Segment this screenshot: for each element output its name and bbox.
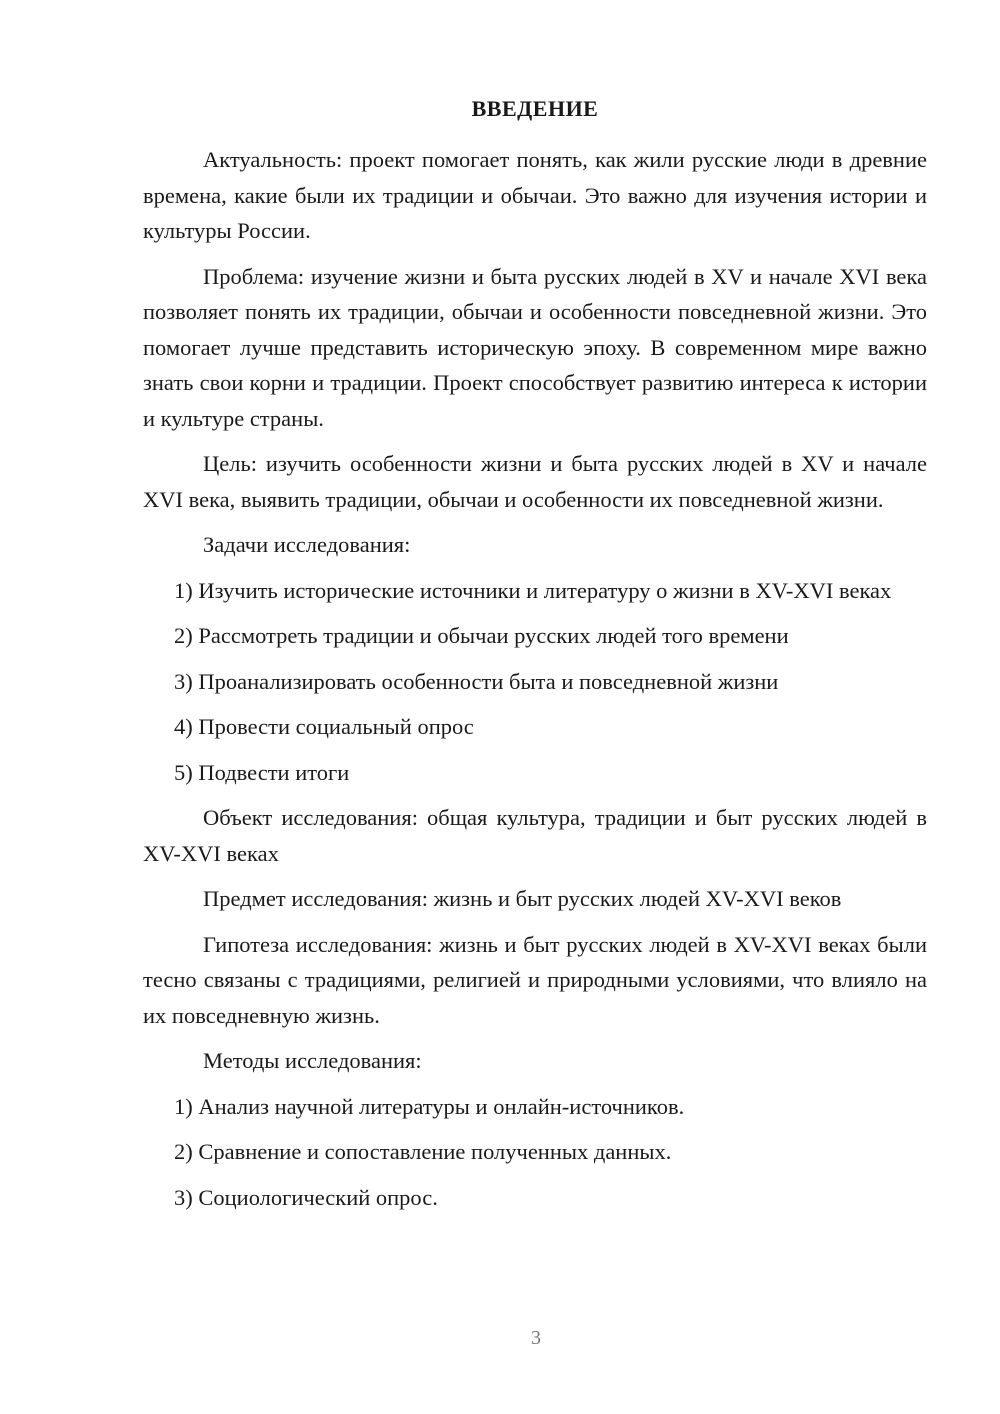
paragraph-object: Объект исследования: общая культура, традиции и быт русских людей в XV-XVI веках xyxy=(143,805,927,866)
page-title: ВВЕДЕНИЕ xyxy=(471,96,599,121)
list-item: 3) Социологический опрос. xyxy=(174,1184,438,1210)
paragraph-problem: Проблема: изучение жизни и быта русских людей в XV и начале XVI века позволяет понять их традиции, обычаи и особенности повседневной жизни. Это помогает лучше представить историческую эпоху. В современном мире важно знать свои корни и традиции. Проект способствует развитию интереса к истории и культуре страны. xyxy=(143,263,927,431)
list-item: 1) Анализ научной литературы и онлайн-источников. xyxy=(174,1093,685,1119)
paragraph-relevance: Актуальность: проект помогает понять, как жили русские люди в древние времена, какие были их традиции и обычаи. Это важно для изучения истории и культуры России. xyxy=(143,147,927,243)
list-item: 5) Подвести итоги xyxy=(174,759,350,785)
list-item: 2) Рассмотреть традиции и обычаи русских людей того времени xyxy=(174,623,789,648)
list-item: 2) Сравнение и сопоставление полученных данных. xyxy=(174,1139,672,1164)
list-item: 3) Проанализировать особенности быта и повседневной жизни xyxy=(174,668,779,694)
list-item: 1) Изучить исторические источники и литературу о жизни в XV-XVI веках xyxy=(174,577,892,603)
paragraph-hypothesis: Гипотеза исследования: жизнь и быт русских людей в XV-XVI веках были тесно связаны с традициями, религией и природными условиями, что влияло на их повседневную жизнь. xyxy=(143,931,927,1028)
page-number: 3 xyxy=(531,1327,541,1349)
paragraph-goal: Цель: изучить особенности жизни и быта русских людей в XV и начале XVI века, выявить традиции, обычаи и особенности их повседневной жизни. xyxy=(143,451,927,512)
paragraph-subject: Предмет исследования: жизнь и быт русских людей XV-XVI веков xyxy=(203,886,842,911)
document-body xyxy=(143,142,927,1225)
tasks-title: Задачи исследования: xyxy=(203,532,411,557)
list-item: 4) Провести социальный опрос xyxy=(174,714,474,739)
methods-title: Методы исследования: xyxy=(203,1048,422,1073)
